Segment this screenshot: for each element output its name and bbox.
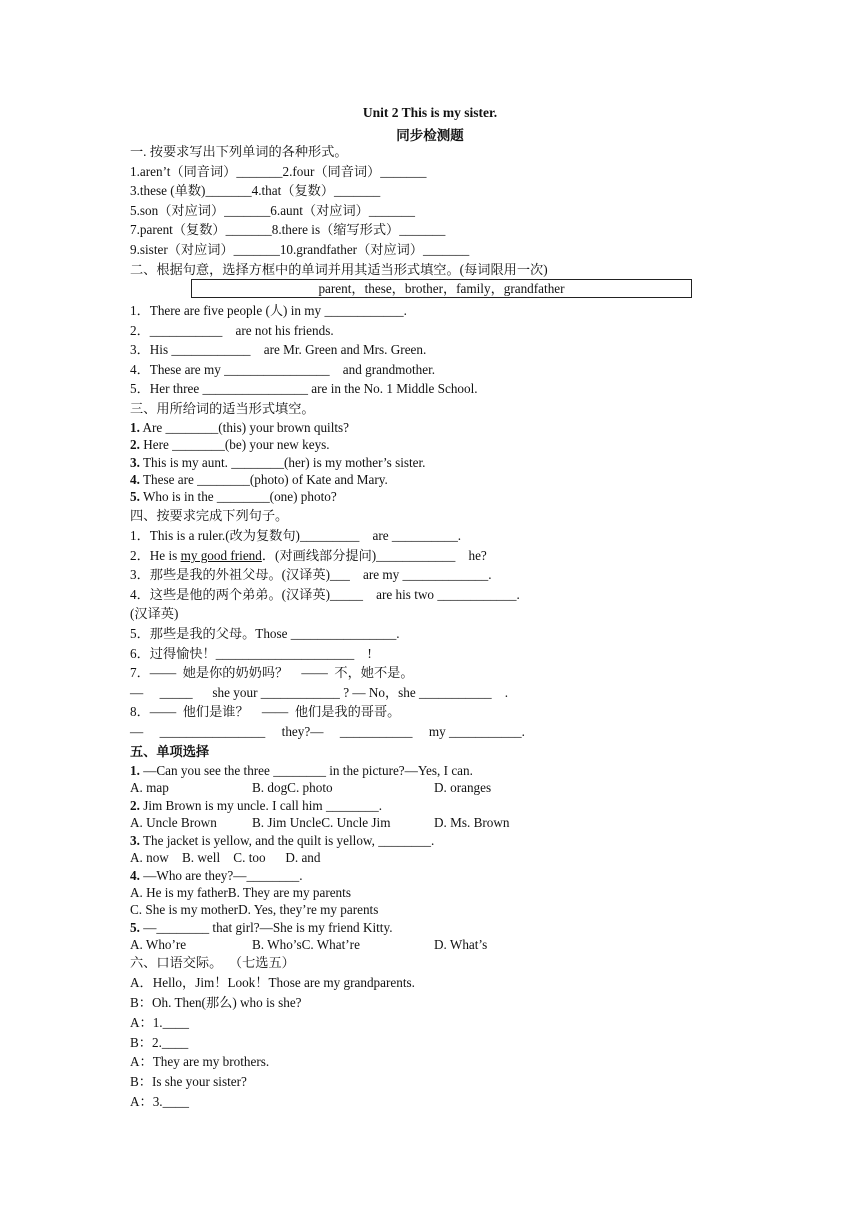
s3-item: 2. Here ________(be) your new keys. [130,437,330,452]
dialogue-line: B：2.____ [130,1035,189,1050]
dialogue-line: B：Oh. Then(那么) who is she? [130,995,302,1010]
mc-option: D. What’s [434,937,488,952]
page-title: Unit 2 This is my sister. [362,105,498,120]
s3-item: 3. This is my aunt. ________(her) is my mother’s sister. [130,455,426,470]
s2-line: 4．These are my ________________ and grandmother. [130,362,436,377]
s1-line: 1.aren’t（同音词）_______2.four（同音词）_______ [130,164,427,179]
mc-option: B. Jim UncleC. Uncle Jim [252,815,391,830]
underlined-phrase: my good friend [180,548,262,563]
s1-line: 7.parent（复数）_______8.there is（缩写形式）_______ [130,222,446,237]
s3-item: 4. These are ________(photo) of Kate and Mary. [130,472,388,487]
s4-line: 4．这些是他的两个弟弟。(汉译英)_____ are his two ____________. [130,587,520,602]
dialogue-line: A：1.____ [130,1015,189,1030]
section-2-heading: 二、根据句意，选择方框中的单词并用其适当形式填空。(每词限用一次) [130,262,548,277]
s2-line: 1．There are five people (人) in my ____________. [130,303,407,318]
s4-line: 8．—— 他们是谁？ —— 他们是我的哥哥。 [130,704,401,719]
s3-item: 5. Who is in the ________(one) photo? [130,489,337,504]
s2-line: 3．His ____________ are Mr. Green and Mrs. Green. [130,342,427,357]
mc-option: D. oranges [434,780,492,795]
s1-line: 3.these (单数)_______4.that（复数）_______ [130,183,381,198]
s4-line: 1．This is a ruler.(改为复数句)_________ are __________. [130,528,462,543]
s4-line: 2．He is my good friend．(对画线部分提问)____________ he? [130,548,487,563]
mc-option: A. Uncle Brown [130,815,217,830]
section-6-heading: 六、口语交际。 （七选五） [130,955,295,970]
section-1-heading: 一. 按要求写出下列单词的各种形式。 [130,144,348,159]
s4-line: 7．—— 她是你的奶奶吗？ —— 不，她不是。 [130,665,414,680]
mc-question: 4. —Who are they?—________. [130,868,303,883]
word-box: parent，these，brother，family，grandfather [191,279,692,298]
s2-line: 2．___________ are not his friends. [130,323,334,338]
page-subtitle: 同步检测题 [396,128,464,143]
s4-line: 5．那些是我的父母。Those ________________. [130,626,400,641]
section-4-heading: 四、按要求完成下列句子。 [130,508,289,523]
s4-line: 6．过得愉快！_____________________ ! [130,646,372,661]
s4-line: 3．那些是我的外祖父母。(汉译英)___ are my _____________. [130,567,492,582]
dialogue-line: B：Is she your sister? [130,1074,247,1089]
section-3-heading: 三、用所给词的适当形式填空。 [130,401,315,416]
mc-option: B. dogC. photo [252,780,333,795]
s2-line: 5．Her three ________________ are in the No. 1 Middle School. [130,381,478,396]
mc-option: A. map [130,780,169,795]
mc-option: D. Ms. Brown [434,815,510,830]
dialogue-line: A．Hello，Jim！Look！Those are my grandparents. [130,975,415,990]
mc-option: B. Who’sC. What’re [252,937,360,952]
mc-option: C. She is my motherD. Yes, they’re my parents [130,902,379,917]
section-5-heading: 五、单项选择 [130,744,210,759]
s4-line: — ________________ they?— ___________ my ___________. [130,724,525,739]
mc-question: 2. Jim Brown is my uncle. I call him ________. [130,798,383,813]
dialogue-line: A：3.____ [130,1094,189,1109]
mc-option: A. Who’re [130,937,187,952]
mc-question: 5. —________ that girl?—She is my friend Kitty. [130,920,393,935]
dialogue-line: A：They are my brothers. [130,1054,270,1069]
s4-line: — _____ she your ____________ ? — No，she ___________ . [130,685,509,700]
mc-question: 1. —Can you see the three ________ in the picture?—Yes, I can. [130,763,473,778]
mc-option: A. He is my fatherB. They are my parents [130,885,351,900]
s1-line: 5.son（对应词）_______6.aunt（对应词）_______ [130,203,415,218]
s4-line: (汉译英) [130,606,179,621]
s1-line: 9.sister（对应词）_______10.grandfather（对应词）_______ [130,242,470,257]
mc-question: 3. The jacket is yellow, and the quilt is yellow, ________. [130,833,435,848]
s3-item: 1. Are ________(this) your brown quilts? [130,420,350,435]
mc-option: A. now B. well C. too D. and [130,850,321,865]
